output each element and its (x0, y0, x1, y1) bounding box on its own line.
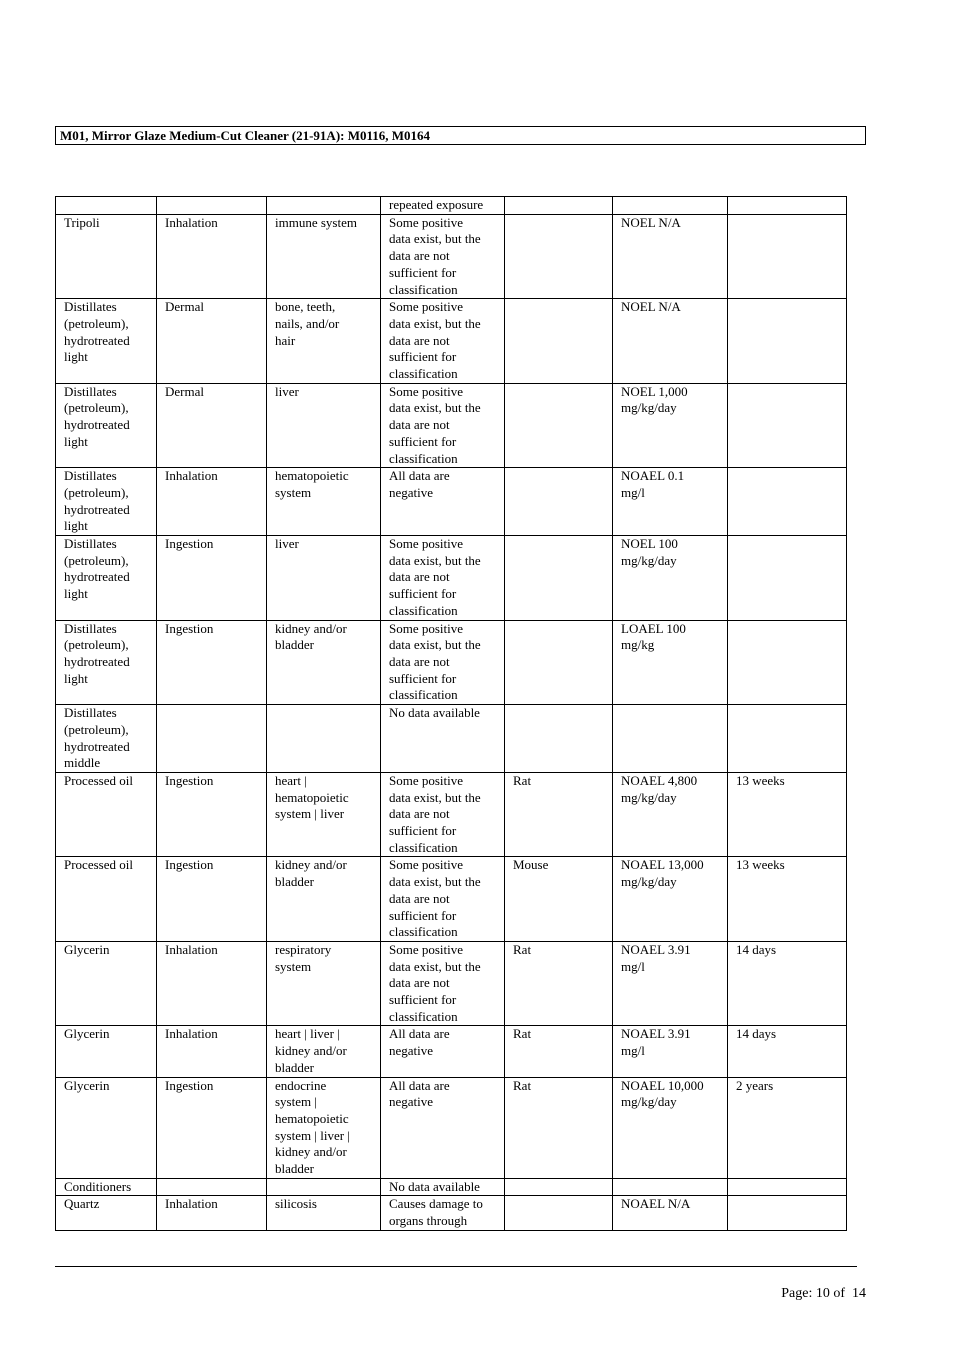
duration-cell: 2 years (728, 1077, 847, 1178)
value-cell: Some positive data exist, but the data are not sufficient for classification (381, 383, 505, 468)
duration-cell (728, 620, 847, 705)
organ-cell: kidney and/or bladder (267, 620, 381, 705)
table-row (56, 1077, 847, 1178)
value-cell: Some positive data exist, but the data are not sufficient for classification (381, 857, 505, 942)
test-result-cell: NOEL N/A (613, 299, 728, 384)
table-row (56, 772, 847, 857)
route-cell (157, 705, 267, 773)
substance-cell (56, 197, 157, 215)
species-cell (505, 620, 613, 705)
species-cell (505, 705, 613, 773)
duration-cell: 14 days (728, 941, 847, 1026)
duration-cell (728, 299, 847, 384)
organ-cell: liver (267, 383, 381, 468)
test-result-cell: LOAEL 100 mg/kg (613, 620, 728, 705)
route-cell: Inhalation (157, 214, 267, 299)
test-result-cell: NOAEL 10,000 mg/kg/day (613, 1077, 728, 1178)
test-result-cell: NOAEL 0.1 mg/l (613, 468, 728, 536)
value-cell: Causes damage to organs through (381, 1196, 505, 1230)
substance-cell: Conditioners (56, 1178, 157, 1196)
organ-cell: silicosis (267, 1196, 381, 1230)
duration-cell (728, 214, 847, 299)
test-result-cell (613, 197, 728, 215)
value-cell: Some positive data exist, but the data are not sufficient for classification (381, 620, 505, 705)
table-row (56, 620, 847, 705)
table-row (56, 214, 847, 299)
route-cell: Inhalation (157, 468, 267, 536)
duration-cell (728, 1178, 847, 1196)
value-cell: Some positive data exist, but the data are not sufficient for classification (381, 214, 505, 299)
substance-cell: Processed oil (56, 772, 157, 857)
document-title: M01, Mirror Glaze Medium-Cut Cleaner (21-91A): M0116, M0164 (60, 128, 431, 143)
table-row (56, 1178, 847, 1196)
test-result-cell: NOAEL 3.91 mg/l (613, 1026, 728, 1077)
organ-cell: immune system (267, 214, 381, 299)
duration-cell (728, 705, 847, 773)
substance-cell: Distillates (petroleum), hydrotreated light (56, 620, 157, 705)
species-cell: Rat (505, 941, 613, 1026)
table-row (56, 299, 847, 384)
value-cell: All data are negative (381, 1077, 505, 1178)
table-row (56, 468, 847, 536)
substance-cell: Distillates (petroleum), hydrotreated light (56, 383, 157, 468)
species-cell (505, 383, 613, 468)
organ-cell: heart | liver | kidney and/or bladder (267, 1026, 381, 1077)
route-cell: Ingestion (157, 620, 267, 705)
organ-cell: heart | hematopoietic system | liver (267, 772, 381, 857)
test-result-cell: NOAEL 3.91 mg/l (613, 941, 728, 1026)
organ-cell: kidney and/or bladder (267, 857, 381, 942)
value-cell: No data available (381, 705, 505, 773)
species-cell: Rat (505, 1077, 613, 1178)
value-cell: Some positive data exist, but the data are not sufficient for classification (381, 536, 505, 621)
duration-cell: 13 weeks (728, 772, 847, 857)
duration-cell: 14 days (728, 1026, 847, 1077)
species-cell: Rat (505, 1026, 613, 1077)
substance-cell: Distillates (petroleum), hydrotreated middle (56, 705, 157, 773)
organ-cell: liver (267, 536, 381, 621)
species-cell (505, 536, 613, 621)
footer-divider (55, 1266, 857, 1267)
species-cell (505, 468, 613, 536)
value-cell: All data are negative (381, 468, 505, 536)
route-cell: Inhalation (157, 1026, 267, 1077)
table-row (56, 1196, 847, 1230)
test-result-cell (613, 1178, 728, 1196)
toxicity-table (55, 196, 847, 1231)
duration-cell (728, 536, 847, 621)
table-row (56, 383, 847, 468)
organ-cell: endocrine system | hematopoietic system | liver | kidney and/or bladder (267, 1077, 381, 1178)
duration-cell (728, 1196, 847, 1230)
value-cell: No data available (381, 1178, 505, 1196)
duration-cell: 13 weeks (728, 857, 847, 942)
substance-cell: Glycerin (56, 1026, 157, 1077)
test-result-cell: NOAEL 13,000 mg/kg/day (613, 857, 728, 942)
species-cell (505, 299, 613, 384)
test-result-cell (613, 705, 728, 773)
route-cell: Dermal (157, 299, 267, 384)
table-row (56, 857, 847, 942)
substance-cell: Glycerin (56, 1077, 157, 1178)
table-row (56, 1026, 847, 1077)
substance-cell: Processed oil (56, 857, 157, 942)
route-cell: Ingestion (157, 857, 267, 942)
species-cell: Mouse (505, 857, 613, 942)
species-cell (505, 197, 613, 215)
route-cell: Dermal (157, 383, 267, 468)
value-cell: Some positive data exist, but the data are not sufficient for classification (381, 299, 505, 384)
value-cell: repeated exposure (381, 197, 505, 215)
organ-cell: bone, teeth, nails, and/or hair (267, 299, 381, 384)
duration-cell (728, 383, 847, 468)
organ-cell (267, 705, 381, 773)
value-cell: Some positive data exist, but the data are not sufficient for classification (381, 941, 505, 1026)
table-row (56, 941, 847, 1026)
organ-cell: respiratory system (267, 941, 381, 1026)
organ-cell: hematopoietic system (267, 468, 381, 536)
route-cell: Inhalation (157, 941, 267, 1026)
test-result-cell: NOEL 1,000 mg/kg/day (613, 383, 728, 468)
route-cell (157, 1178, 267, 1196)
test-result-cell: NOEL 100 mg/kg/day (613, 536, 728, 621)
species-cell (505, 214, 613, 299)
organ-cell (267, 1178, 381, 1196)
test-result-cell: NOEL N/A (613, 214, 728, 299)
value-cell: All data are negative (381, 1026, 505, 1077)
route-cell: Ingestion (157, 1077, 267, 1178)
duration-cell (728, 197, 847, 215)
test-result-cell: NOAEL 4,800 mg/kg/day (613, 772, 728, 857)
duration-cell (728, 468, 847, 536)
species-cell: Rat (505, 772, 613, 857)
substance-cell: Distillates (petroleum), hydrotreated light (56, 299, 157, 384)
substance-cell: Distillates (petroleum), hydrotreated light (56, 536, 157, 621)
species-cell (505, 1178, 613, 1196)
substance-cell: Quartz (56, 1196, 157, 1230)
toxicity-table-body (56, 197, 847, 1231)
page-number: Page: 10 of 14 (781, 1286, 866, 1301)
substance-cell: Tripoli (56, 214, 157, 299)
table-row (56, 197, 847, 215)
organ-cell (267, 197, 381, 215)
route-cell: Ingestion (157, 772, 267, 857)
route-cell (157, 197, 267, 215)
species-cell (505, 1196, 613, 1230)
test-result-cell: NOAEL N/A (613, 1196, 728, 1230)
table-row (56, 536, 847, 621)
substance-cell: Glycerin (56, 941, 157, 1026)
table-row (56, 705, 847, 773)
route-cell: Inhalation (157, 1196, 267, 1230)
value-cell: Some positive data exist, but the data are not sufficient for classification (381, 772, 505, 857)
document-header-box (55, 126, 866, 145)
route-cell: Ingestion (157, 536, 267, 621)
substance-cell: Distillates (petroleum), hydrotreated light (56, 468, 157, 536)
